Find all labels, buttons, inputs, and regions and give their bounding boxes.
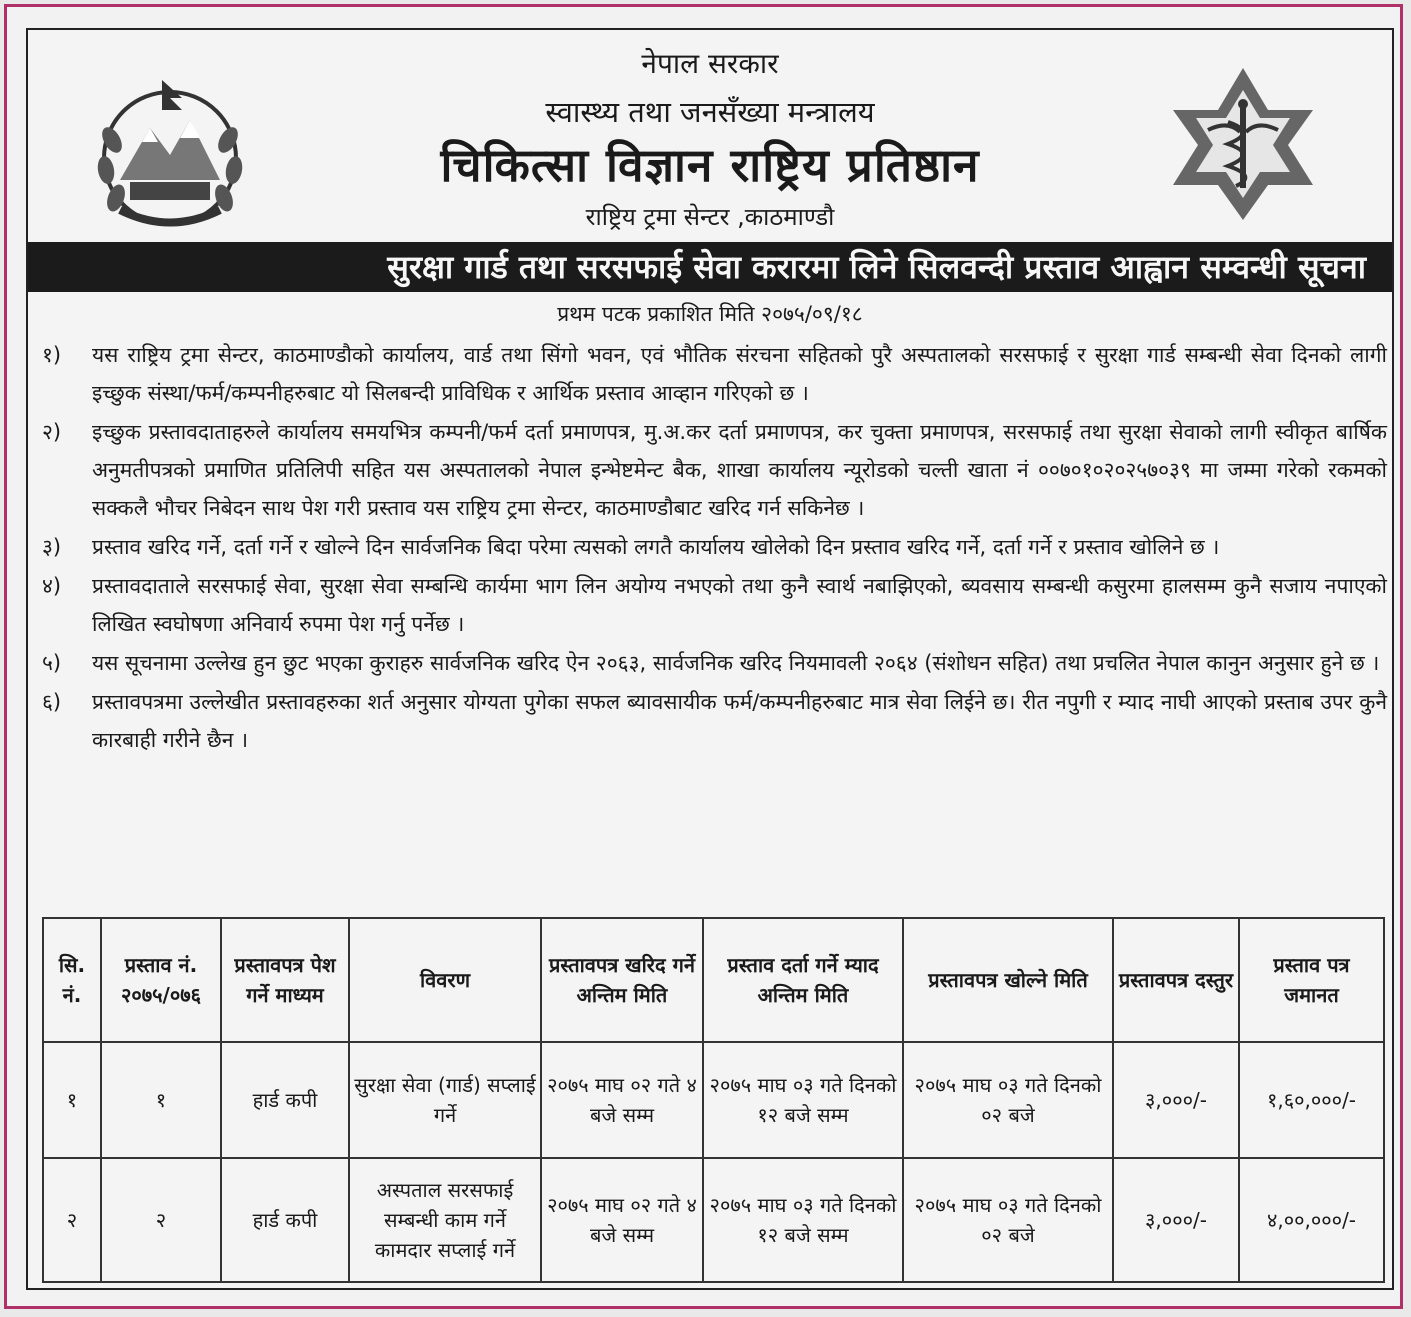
clause-number: २) bbox=[42, 420, 62, 444]
clause-item bbox=[42, 336, 1387, 412]
table-row bbox=[43, 1042, 1384, 1158]
cell-registration-deadline: २०७५ माघ ०३ गते दिनको १२ बजे सम्म bbox=[703, 1158, 903, 1282]
col-opening-date-header: प्रस्तावपत्र खोल्ने मिति bbox=[903, 918, 1113, 1042]
col-description-header: विवरण bbox=[349, 918, 541, 1042]
cell-serial: २ bbox=[43, 1158, 101, 1282]
ministry-name: स्वास्थ्य तथा जनसँख्या मन्त्रालय bbox=[545, 95, 875, 129]
center-name: राष्ट्रिय ट्रमा सेन्टर ,काठमाण्डौ bbox=[585, 203, 835, 231]
clause-number: ६) bbox=[42, 690, 62, 714]
clause-text: यस राष्ट्रिय ट्रमा सेन्टर, काठमाण्डौको कार्यालय, वार्ड तथा सिंगो भवन, एवं भौतिक संरचना सहितको पुरै अस्पतालको सरसफाई र सुरक्षा गार्ड सम्बन्धी सेवा दिनको लागी इच्छुक संस्था/फर्म/कम्पनीहरुबाट यो सिलबन्दी प्राविधिक र आर्थिक प्रस्ताव आव्हान गरिएको छ । bbox=[92, 343, 1387, 405]
notice-document bbox=[26, 28, 1394, 1290]
clause-number: ४) bbox=[42, 574, 62, 598]
notice-title-banner: सुरक्षा गार्ड तथा सरसफाई सेवा करारमा लिने सिलवन्दी प्रस्ताव आह्वान सम्वन्धी सूचना bbox=[28, 242, 1392, 292]
cell-registration-deadline: २०७५ माघ ०३ गते दिनको १२ बजे सम्म bbox=[703, 1042, 903, 1158]
notice-clauses bbox=[42, 336, 1387, 760]
cell-description: अस्पताल सरसफाई सम्बन्धी काम गर्ने कामदार सप्लाई गर्ने bbox=[349, 1158, 541, 1282]
clause-item bbox=[42, 413, 1387, 527]
col-submission-medium-header: प्रस्तावपत्र पेश गर्ने माध्यम bbox=[221, 918, 349, 1042]
medical-star-emblem-icon bbox=[1168, 60, 1318, 225]
cell-description: सुरक्षा सेवा (गार्ड) सप्लाई गर्ने bbox=[349, 1042, 541, 1158]
cell-purchase-deadline: २०७५ माघ ०२ गते ४ बजे सम्म bbox=[541, 1158, 703, 1282]
col-security-header: प्रस्ताव पत्र जमानत bbox=[1239, 918, 1384, 1042]
cell-opening-date: २०७५ माघ ०३ गते दिनको ०२ बजे bbox=[903, 1042, 1113, 1158]
clause-item bbox=[42, 683, 1387, 759]
cell-security: ४,००,०००/- bbox=[1239, 1158, 1384, 1282]
government-name: नेपाल सरकार bbox=[641, 47, 779, 80]
cell-proposal-no: २ bbox=[101, 1158, 221, 1282]
clause-text: यस सूचनामा उल्लेख हुन छुट भएका कुराहरु सार्वजनिक खरिद ऐन २०६३, सार्वजनिक खरिद नियमावली २०६४ (संशोधन सहित) तथा प्रचलित नेपाल कानुन अनुसार हुने छ । bbox=[92, 651, 1380, 675]
table-row bbox=[43, 1158, 1384, 1282]
cell-security: १,६०,०००/- bbox=[1239, 1042, 1384, 1158]
clause-text: इच्छुक प्रस्तावदाताहरुले कार्यालय समयभित्र कम्पनी/फर्म दर्ता प्रमाणपत्र, मु.अ.कर दर्ता प्रमाणपत्र, कर चुक्ता प्रमाणपत्र, सरसफाई तथा सुरक्षा सेवाको लागी स्वीकृत बार्षिक अनुमतीपत्रको प्रमाणित प्रतिलिपी सहित यस अस्पतालको नेपाल इन्भेष्टमेन्ट बैक, शाखा कार्यालय न्यूरोडको चल्ती खाता नं ००७०१०२०२५७०३९ मा जम्मा गरेको रकमको सक्कलै भौचर निबेदन साथ पेश गरी प्रस्ताव यस राष्ट्रिय ट्रमा सेन्टर, काठमाण्डौबाट खरिद गर्न सकिनेछ । bbox=[92, 420, 1387, 520]
cell-fee: ३,०००/- bbox=[1113, 1158, 1239, 1282]
col-fee-header: प्रस्तावपत्र दस्तुर bbox=[1113, 918, 1239, 1042]
notice-header bbox=[28, 30, 1392, 240]
col-purchase-deadline-header: प्रस्तावपत्र खरिद गर्ने अन्तिम मिति bbox=[541, 918, 703, 1042]
table-header-row bbox=[43, 918, 1384, 1042]
clause-text: प्रस्तावदाताले सरसफाई सेवा, सुरक्षा सेवा सम्बन्धि कार्यमा भाग लिन अयोग्य नभएको तथा कुनै स्वार्थ नबाझिएको, ब्यवसाय सम्बन्धी कसुरमा हालसम्म कुनै सजाय नपाएको लिखित स्वघोषणा अनिवार्य रुपमा पेश गर्नु पर्नेछ । bbox=[92, 574, 1387, 636]
institute-name: चिकित्सा विज्ञान राष्ट्रिय प्रतिष्ठान bbox=[440, 138, 980, 192]
col-serial-header: सि. नं. bbox=[43, 918, 101, 1042]
col-registration-deadline-header: प्रस्ताव दर्ता गर्ने म्याद अन्तिम मिति bbox=[703, 918, 903, 1042]
col-proposal-no-header: प्रस्ताव नं. २०७५/०७६ bbox=[101, 918, 221, 1042]
cell-opening-date: २०७५ माघ ०३ गते दिनको ०२ बजे bbox=[903, 1158, 1113, 1282]
cell-proposal-no: १ bbox=[101, 1042, 221, 1158]
publication-date: प्रथम पटक प्रकाशित मिति २०७५/०९/१८ bbox=[557, 302, 863, 326]
clause-text: प्रस्तावपत्रमा उल्लेखीत प्रस्तावहरुका शर्त अनुसार योग्यता पुगेका सफल ब्यावसायीक फर्म/कम्पनीहरुबाट मात्र सेवा लिईने छ। रीत नपुगी र म्याद नाघी आएको प्रस्ताब उपर कुनै कारबाही गरीने छैन । bbox=[92, 690, 1387, 752]
cell-submission-medium: हार्ड कपी bbox=[221, 1042, 349, 1158]
clause-item bbox=[42, 567, 1387, 643]
tender-table bbox=[42, 917, 1385, 1283]
clause-item bbox=[42, 644, 1387, 682]
cell-submission-medium: हार्ड कपी bbox=[221, 1158, 349, 1282]
clause-number: १) bbox=[42, 343, 62, 367]
clause-number: ५) bbox=[42, 651, 62, 675]
cell-purchase-deadline: २०७५ माघ ०२ गते ४ बजे सम्म bbox=[541, 1042, 703, 1158]
cell-fee: ३,०००/- bbox=[1113, 1042, 1239, 1158]
cell-serial: १ bbox=[43, 1042, 101, 1158]
clause-item bbox=[42, 528, 1387, 566]
clause-number: ३) bbox=[42, 535, 62, 559]
clause-text: प्रस्ताव खरिद गर्ने, दर्ता गर्ने र खोल्ने दिन सार्वजनिक बिदा परेमा त्यसको लगतै कार्यालय खोलेको दिन प्रस्ताव खरिद गर्ने, दर्ता गर्ने र प्रस्ताव खोलिने छ । bbox=[92, 535, 1220, 559]
